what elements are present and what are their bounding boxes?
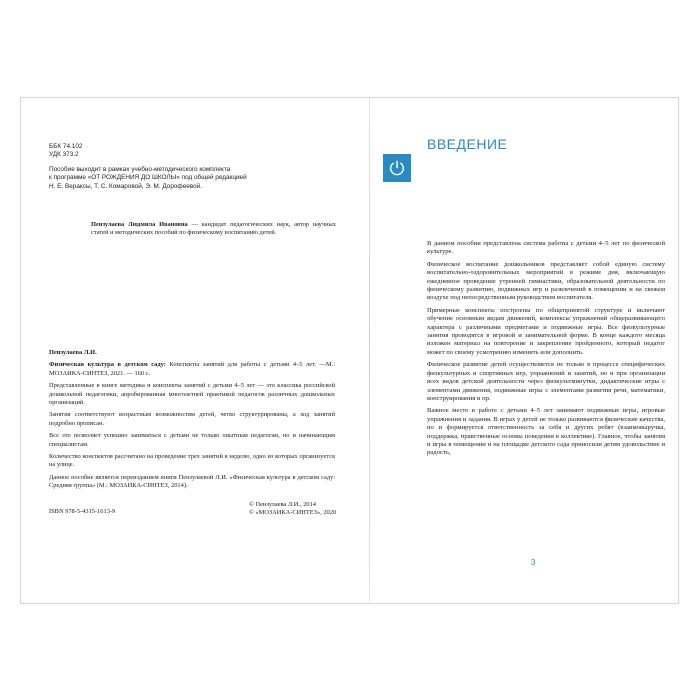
page-gutter xyxy=(369,98,370,603)
intro-paragraph: Физическое развитие детей осуществляется не только в процессе специфических физкультурных и спортивных игр, упражнений и занятий, но и при организации всех видов детской деятельности через физкультминутки, дидактические игры с элементами движения, подвижные игры с элементами развития речи, математики, конструирования и пр. xyxy=(427,361,665,402)
isbn: ISBN 978-5-4315-1613-9 xyxy=(49,508,116,515)
udk-code: УДК 373.2 xyxy=(49,151,79,159)
copyright-publisher: © «МОЗАИКА-СИНТЕЗ», 2020 xyxy=(249,509,337,517)
biblio-description xyxy=(49,361,335,378)
annotation-paragraph: Занятия соответствуют возрастным возможностям детей, четко структурированы, а ход занятий подробно прописан. xyxy=(49,411,335,427)
series-line: Н. Е. Вераксы, Т. С. Комаровой, Э. М. Дорофеевой. xyxy=(49,182,203,190)
annotation-paragraph: Данное пособие является переизданием книги Пензулаевой Л.И. «Физическая культура в детском саду: Средняя группа» (М.: МОЗАИКА-СИНТЕЗ, 2014). xyxy=(49,473,335,490)
biblio-details: Конспекты занятий для работы с детьми 4–5 лет. —М.: МОЗАИКА-СИНТЕЗ, 2021. — 160 с. xyxy=(49,361,335,377)
intro-paragraph: В данном пособии представлена система работы с детьми 4–5 лет по физической культуре. xyxy=(427,240,665,256)
classification-codes xyxy=(49,143,82,160)
biblio-author: Пензулаева Л.И. xyxy=(49,349,97,356)
bbk-code: ББК 74.102 xyxy=(49,143,83,150)
author-bio xyxy=(91,221,336,238)
section-heading: ВВЕДЕНИЕ xyxy=(427,136,508,152)
left-page xyxy=(49,98,349,603)
series-line: к программе «ОТ РОЖДЕНИЯ ДО ШКОЛЫ» под общей редакцией xyxy=(49,174,247,182)
right-page xyxy=(383,98,665,603)
intro-paragraph: Физическое воспитание дошкольников представляет собой единую систему воспитательно-оздоровительных мероприятий в режиме дня, включающую ежедневное проведение утренней гимнастики, образовательной деятельности по физическому развитию, подвижных игр и развлечений в помещении и на свежем воздухе под непосредственным руководством воспитателя. xyxy=(427,260,665,302)
annotation-paragraph: Все это позволяет успешно заниматься с детьми не только опытным педагогам, но и начинающим специалистам. xyxy=(49,432,335,448)
series-note xyxy=(49,166,329,191)
annotation-paragraph: Представленные в книге методика и конспекты занятий с детьми 4–5 лет — это классика российской дошкольной педагогики, апробированная многолетней практикой педагогов различных дошкольных организаций. xyxy=(49,382,335,407)
intro-paragraph: Важное место в работе с детьми 4–5 лет занимают подвижные игры, игровые упражнения и задания. В играх у детей не только развиваются физические качества, но и формируется ответственность за себя и других ребят (взаимовыручка, поддержка, нравственные основы поведения в коллективе). Главное, чтобы занятия и игры в помещении и на площадке детского сада приносили детям удовольствие и радость, xyxy=(427,407,665,457)
page-number: 3 xyxy=(531,558,536,567)
intro-text xyxy=(427,240,665,462)
series-line: Пособие выходит в рамках учебно-методического комплекта xyxy=(49,166,231,173)
author-description: — кандидат педагогических наук, автор научных статей и методических пособий по физическому воспитанию детей. xyxy=(91,221,336,237)
annotation-paragraph: Количество конспектов рассчитано на проведение трех занятий в неделю, одно из которых организуется на улице. xyxy=(49,453,335,469)
copyright-author: © Пензулаева Л.И., 2014 xyxy=(249,501,316,508)
copyright-block xyxy=(249,501,336,518)
book-spread xyxy=(20,97,679,604)
bibliographic-record xyxy=(49,349,335,495)
section-icon-box xyxy=(383,154,411,182)
power-icon xyxy=(388,159,406,177)
intro-paragraph: Примерные конспекты построены по общепринятой структуре и включают обучение основным видам движений, комплексы упражнений общеразвивающего характера с различными предметами и подвижные игры. Все физкультурные занятия проводятся в игровой и занимательной форме. В конце каждого месяца изложен материал на повторение и закрепление пройденного, который педагог может по своему усмотрению изменить или дополнить. xyxy=(427,306,665,356)
biblio-title: Физическая культура в детском саду: xyxy=(49,361,166,369)
author-name: Пензулаева Людмила Ивановна xyxy=(91,221,188,228)
